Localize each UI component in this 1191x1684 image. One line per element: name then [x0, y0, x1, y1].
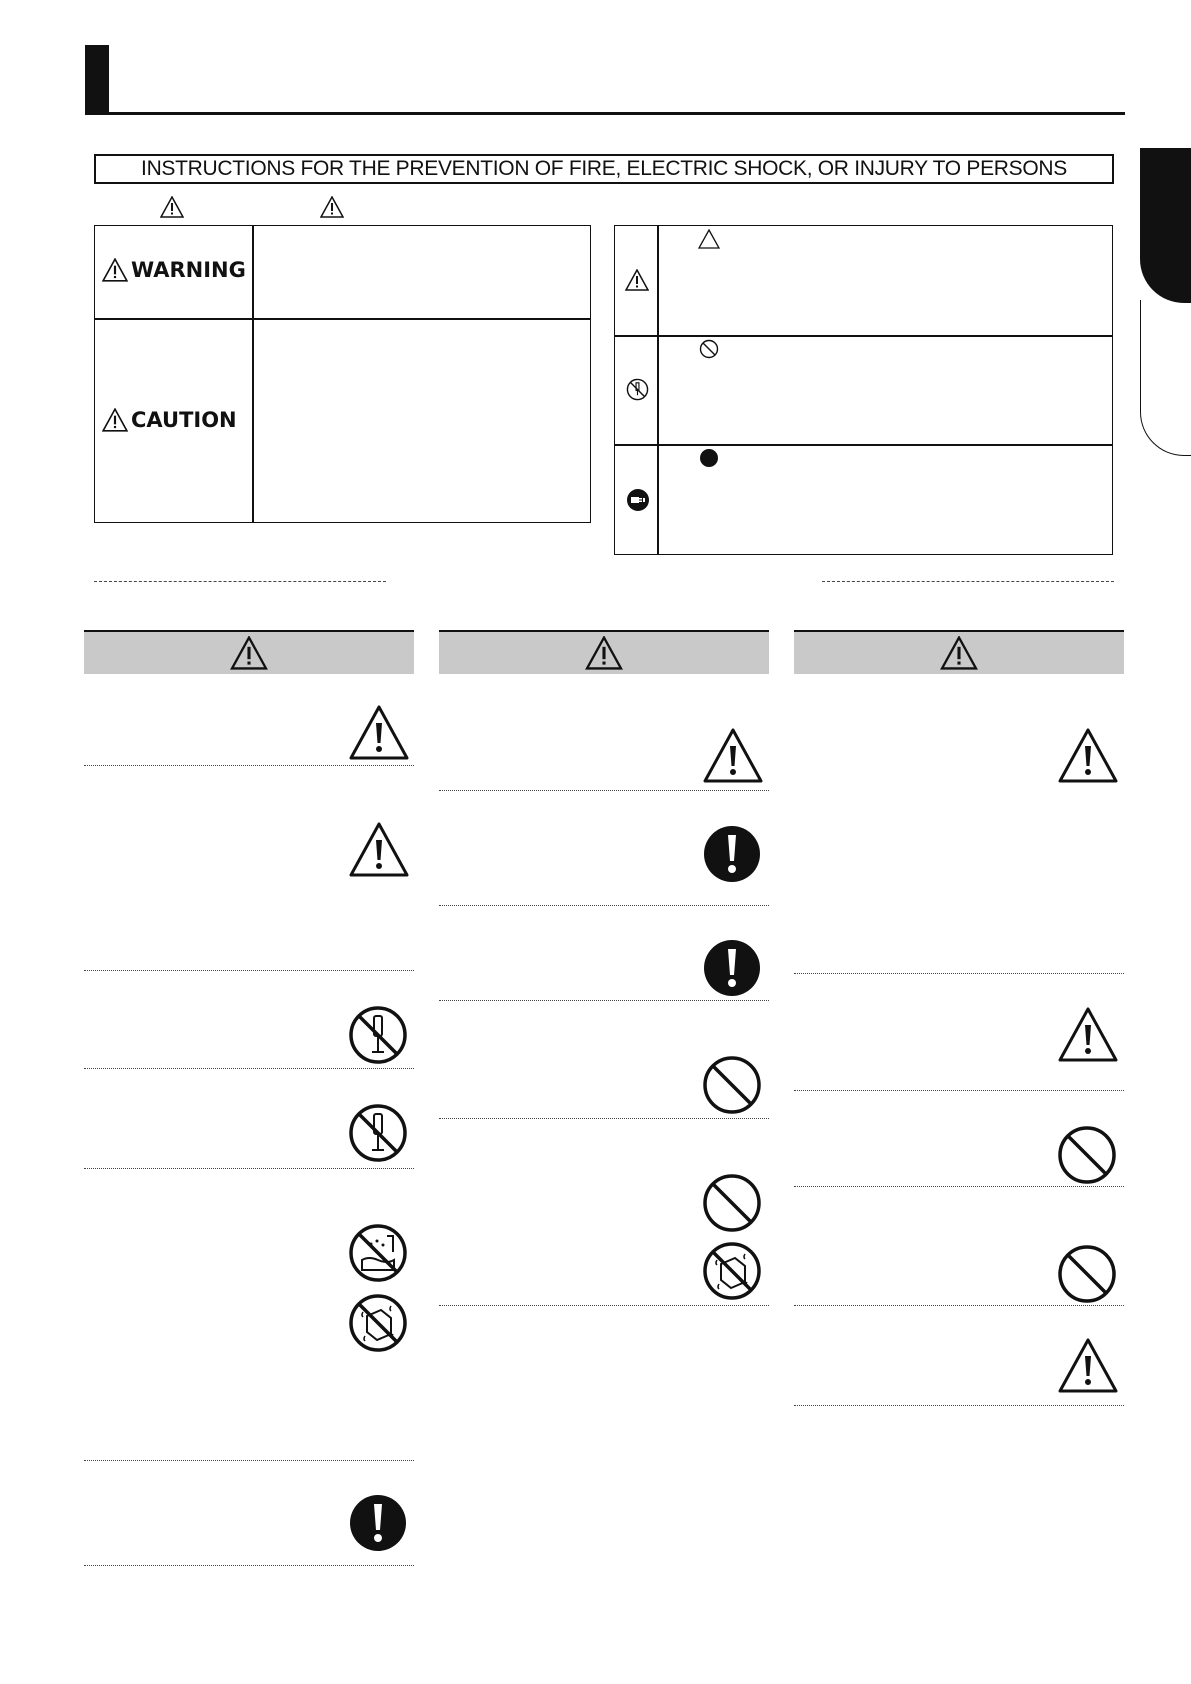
warning-triangle-icon [940, 636, 978, 670]
item-separator [84, 1565, 414, 1566]
item-separator [84, 1168, 414, 1169]
item-separator [439, 905, 769, 906]
warning-triangle-icon [1057, 1005, 1119, 1067]
warning-triangle-icon [230, 636, 268, 670]
caution-label [102, 408, 237, 432]
item-separator [84, 1068, 414, 1069]
table-divider [657, 225, 659, 555]
item-separator [794, 1090, 1124, 1091]
table-divider [614, 335, 1113, 337]
item-separator [84, 1460, 414, 1461]
warning-triangle-icon [102, 258, 128, 282]
header-rule [85, 112, 1125, 115]
no-wet-icon [347, 1292, 409, 1354]
prohibited-icon [701, 1054, 763, 1116]
no-water-icon [347, 1222, 409, 1284]
section-header-warning [439, 630, 769, 674]
warning-triangle-icon [585, 636, 623, 670]
mandatory-exclamation-icon [347, 1492, 409, 1554]
warning-triangle-icon [160, 196, 184, 218]
item-separator [794, 973, 1124, 974]
warning-triangle-icon [625, 269, 649, 291]
item-separator [794, 1186, 1124, 1187]
warning-triangle-icon [320, 196, 344, 218]
warning-triangle-icon [1057, 726, 1119, 788]
no-disassemble-icon [347, 1004, 409, 1066]
dashed-separator [94, 581, 386, 582]
warning-triangle-icon [348, 820, 410, 882]
section-header-warning [84, 630, 414, 674]
warning-triangle-icon [102, 408, 128, 432]
no-disassemble-icon [347, 1102, 409, 1164]
item-separator [439, 1000, 769, 1001]
warning-triangle-icon [702, 726, 764, 788]
warning-label [102, 258, 246, 282]
warning-triangle-icon [348, 703, 410, 765]
filled-circle-icon [699, 448, 719, 468]
warning-word: WARNING [131, 258, 246, 282]
item-separator [84, 970, 414, 971]
item-separator [794, 1405, 1124, 1406]
instructions-banner: INSTRUCTIONS FOR THE PREVENTION OF FIRE, ELECTRIC SHOCK, OR INJURY TO PERSONS [94, 154, 1114, 184]
no-wet-icon [701, 1240, 763, 1302]
section-header-warning [794, 630, 1124, 674]
unplug-icon [626, 488, 650, 512]
table-divider [252, 225, 254, 523]
mandatory-exclamation-icon [701, 937, 763, 999]
table-divider [614, 444, 1113, 446]
dashed-separator [822, 581, 1114, 582]
prohibited-circle-icon [699, 339, 719, 359]
side-tab-outline [1140, 300, 1191, 456]
item-separator [84, 765, 414, 766]
item-separator [439, 1305, 769, 1306]
symbol-table [614, 225, 1113, 555]
prohibited-icon [1056, 1124, 1118, 1186]
triangle-outline-icon [698, 229, 720, 249]
item-separator [439, 790, 769, 791]
mandatory-exclamation-icon [701, 823, 763, 885]
side-tab [1140, 148, 1191, 303]
item-separator [439, 1118, 769, 1119]
item-separator [794, 1305, 1124, 1306]
prohibited-icon [701, 1172, 763, 1234]
prohibited-icon [1056, 1243, 1118, 1305]
warning-triangle-icon [1057, 1336, 1119, 1398]
header-block [85, 45, 109, 114]
caution-word: CAUTION [131, 408, 237, 432]
no-disassemble-icon [626, 378, 649, 401]
table-divider [94, 318, 591, 320]
